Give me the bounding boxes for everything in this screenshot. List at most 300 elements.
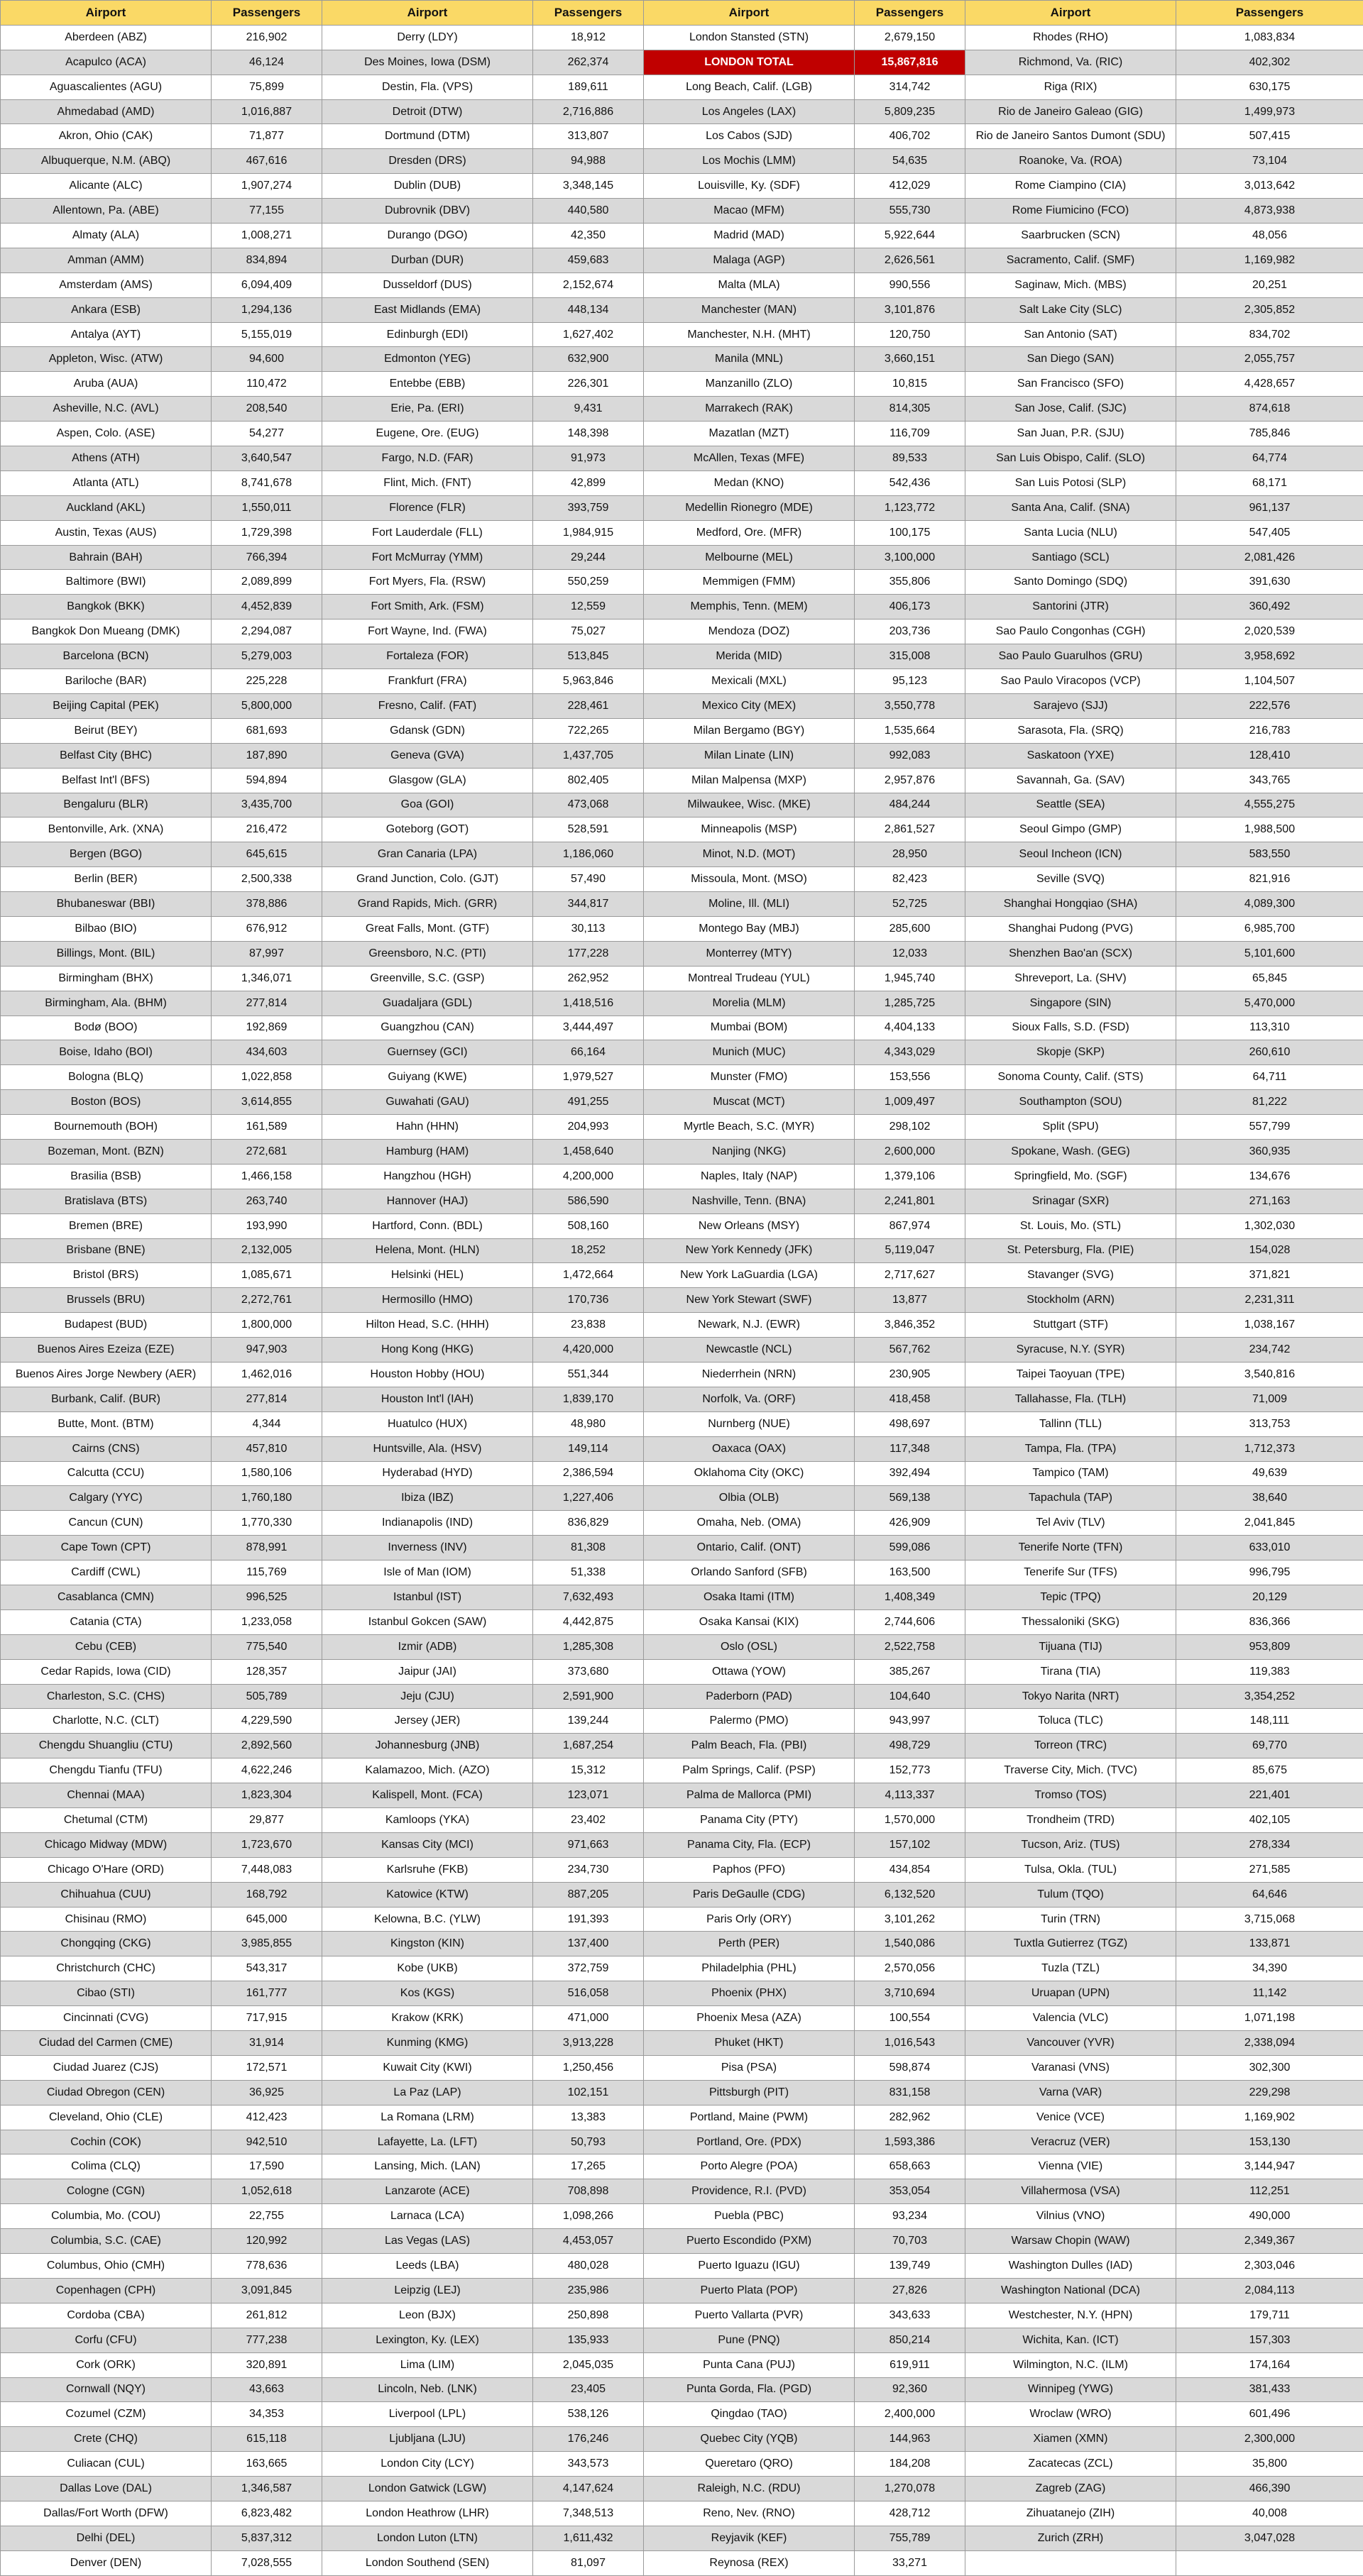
- passenger-count-cell: 598,874: [855, 2056, 965, 2081]
- passenger-count-cell: 3,100,000: [855, 546, 965, 571]
- airport-name-cell: Fresno, Calif. (FAT): [322, 694, 533, 719]
- passenger-count-cell: 3,354,252: [1176, 1685, 1363, 1710]
- airport-name-cell: Atlanta (ATL): [1, 471, 212, 496]
- airport-name-cell: Mazatlan (MZT): [644, 422, 855, 446]
- passenger-count-cell: 942,510: [212, 2130, 322, 2155]
- passenger-count-cell: 428,712: [855, 2501, 965, 2526]
- passenger-count-cell: 272,681: [212, 1140, 322, 1165]
- airport-name-cell: Torreon (TRC): [965, 1734, 1176, 1758]
- passenger-count-cell: 381,433: [1176, 2378, 1363, 2403]
- passenger-count-cell: 490,000: [1176, 2204, 1363, 2229]
- passenger-count-cell: 836,366: [1176, 1610, 1363, 1635]
- airport-name-cell: Fort Wayne, Ind. (FWA): [322, 620, 533, 644]
- airport-name-cell: Larnaca (LCA): [322, 2204, 533, 2229]
- airport-name-cell: Pune (PNQ): [644, 2328, 855, 2353]
- passenger-count-cell: 2,084,113: [1176, 2279, 1363, 2303]
- passenger-count-cell: 543,317: [212, 1956, 322, 1981]
- airport-name-cell: Johannesburg (JNB): [322, 1734, 533, 1758]
- airport-name-cell: Cape Town (CPT): [1, 1536, 212, 1561]
- airport-name-cell: Roanoke, Va. (ROA): [965, 149, 1176, 174]
- airport-name-cell: Athens (ATH): [1, 446, 212, 471]
- airport-name-cell: Mexico City (MEX): [644, 694, 855, 719]
- passenger-count-cell: 1,408,349: [855, 1585, 965, 1610]
- airport-name-cell: Tijuana (TIJ): [965, 1635, 1176, 1660]
- passenger-count-cell: 2,152,674: [533, 273, 644, 298]
- passenger-count-cell: 2,303,046: [1176, 2254, 1363, 2279]
- airport-name-cell: Lafayette, La. (LFT): [322, 2130, 533, 2155]
- passenger-count-cell: 2,744,606: [855, 1610, 965, 1635]
- airport-name-cell: Calcutta (CCU): [1, 1462, 212, 1487]
- passenger-count-cell: 20,129: [1176, 1585, 1363, 1610]
- passenger-count-cell: 1,627,402: [533, 323, 644, 348]
- passenger-count-cell: 23,402: [533, 1808, 644, 1833]
- passenger-count-cell: 343,573: [533, 2452, 644, 2477]
- airport-name-cell: Geneva (GVA): [322, 744, 533, 769]
- airport-name-cell: Saarbrucken (SCN): [965, 224, 1176, 248]
- airport-name-cell: Sonoma County, Calif. (STS): [965, 1065, 1176, 1090]
- airport-name-cell: Srinagar (SXR): [965, 1189, 1176, 1214]
- airport-name-cell: Buenos Aires Jorge Newbery (AER): [1, 1363, 212, 1387]
- passenger-count-cell: 191,393: [533, 1908, 644, 1932]
- airport-name-cell: Mexicali (MXL): [644, 669, 855, 694]
- passenger-count-cell: 2,522,758: [855, 1635, 965, 1660]
- airport-name-cell: Chihuahua (CUU): [1, 1883, 212, 1908]
- airport-name-cell: Fort Smith, Ark. (FSM): [322, 595, 533, 620]
- passenger-count-cell: 1,083,834: [1176, 26, 1363, 50]
- airport-name-cell: Seoul Gimpo (GMP): [965, 818, 1176, 842]
- airport-name-cell: Kunming (KMG): [322, 2031, 533, 2056]
- passenger-count-cell: 117,348: [855, 1437, 965, 1462]
- passenger-count-cell: 2,241,801: [855, 1189, 965, 1214]
- passenger-count-cell: 3,985,855: [212, 1932, 322, 1956]
- airport-name-cell: Huatulco (HUX): [322, 1412, 533, 1437]
- airport-name-cell: Ibiza (IBZ): [322, 1486, 533, 1511]
- airport-name-cell: Dusseldorf (DUS): [322, 273, 533, 298]
- airport-name-cell: Santorini (JTR): [965, 595, 1176, 620]
- passenger-count-cell: 81,097: [533, 2551, 644, 2576]
- airport-name-cell: Hangzhou (HGH): [322, 1165, 533, 1189]
- passenger-count-cell: 1,499,973: [1176, 100, 1363, 125]
- passenger-count-cell: 29,877: [212, 1808, 322, 1833]
- airport-name-cell: Boston (BOS): [1, 1090, 212, 1115]
- passenger-count-cell: 2,717,627: [855, 1263, 965, 1288]
- airport-name-cell: Tapachula (TAP): [965, 1486, 1176, 1511]
- passenger-count-cell: 2,089,899: [212, 570, 322, 595]
- passenger-count-cell: 57,490: [533, 867, 644, 892]
- passenger-count-cell: 4,420,000: [533, 1338, 644, 1363]
- airport-name-cell: Paris Orly (ORY): [644, 1908, 855, 1932]
- airport-name-cell: Kuwait City (KWI): [322, 2056, 533, 2081]
- passenger-count-cell: 139,244: [533, 1709, 644, 1734]
- passenger-count-cell: 2,679,150: [855, 26, 965, 50]
- passenger-count-cell: 263,740: [212, 1189, 322, 1214]
- airport-name-cell: Albuquerque, N.M. (ABQ): [1, 149, 212, 174]
- airport-name-cell: Cordoba (CBA): [1, 2303, 212, 2328]
- passenger-count-cell: 68,171: [1176, 471, 1363, 496]
- passenger-count-cell: 163,665: [212, 2452, 322, 2477]
- passenger-count-cell: 1,729,398: [212, 521, 322, 546]
- passenger-count-cell: 599,086: [855, 1536, 965, 1561]
- airport-name-cell: San Francisco (SFO): [965, 372, 1176, 397]
- passenger-count-cell: 278,334: [1176, 1833, 1363, 1858]
- passenger-count-cell: 1,233,058: [212, 1610, 322, 1635]
- passenger-count-cell: 2,591,900: [533, 1685, 644, 1710]
- airport-name-cell: Milan Bergamo (BGY): [644, 719, 855, 744]
- airport-name-cell: Providence, R.I. (PVD): [644, 2179, 855, 2204]
- passenger-count-cell: 1,550,011: [212, 496, 322, 521]
- airport-name-cell: Santa Ana, Calif. (SNA): [965, 496, 1176, 521]
- airport-name-cell: Houston Int'l (IAH): [322, 1387, 533, 1412]
- airport-name-cell: Billings, Mont. (BIL): [1, 942, 212, 967]
- passenger-count-cell: 569,138: [855, 1486, 965, 1511]
- passenger-count-cell: 161,777: [212, 1981, 322, 2006]
- airport-name-cell: Durango (DGO): [322, 224, 533, 248]
- passenger-count-cell: 1,302,030: [1176, 1214, 1363, 1239]
- passenger-count-cell: 360,935: [1176, 1140, 1363, 1165]
- passenger-count-cell: 507,415: [1176, 124, 1363, 149]
- airport-name-cell: Istanbul (IST): [322, 1585, 533, 1610]
- passenger-count-cell: 46,124: [212, 50, 322, 75]
- passenger-count-cell: 277,814: [212, 991, 322, 1016]
- airport-name-cell: East Midlands (EMA): [322, 298, 533, 323]
- passenger-count-cell: 28,950: [855, 842, 965, 867]
- airport-name-cell: Milan Malpensa (MXP): [644, 769, 855, 793]
- passenger-count-cell: 12,559: [533, 595, 644, 620]
- passenger-count-cell: 3,913,228: [533, 2031, 644, 2056]
- airport-name-cell: San Diego (SAN): [965, 347, 1176, 372]
- airport-name-cell: Derry (LDY): [322, 26, 533, 50]
- passenger-count-cell: 3,640,547: [212, 446, 322, 471]
- passenger-count-cell: 7,632,493: [533, 1585, 644, 1610]
- passenger-count-cell: 177,228: [533, 942, 644, 967]
- passenger-count-cell: 34,390: [1176, 1956, 1363, 1981]
- passenger-count-cell: 5,155,019: [212, 323, 322, 348]
- airport-name-cell: Guernsey (GCI): [322, 1040, 533, 1065]
- passenger-count-cell: 1,085,671: [212, 1263, 322, 1288]
- airport-name-cell: Fargo, N.D. (FAR): [322, 446, 533, 471]
- airport-name-cell: Villahermosa (VSA): [965, 2179, 1176, 2204]
- passenger-count-cell: 7,348,513: [533, 2501, 644, 2526]
- passenger-count-cell: 1,839,170: [533, 1387, 644, 1412]
- airport-name-cell: Puebla (PBC): [644, 2204, 855, 2229]
- airport-name-cell: Brussels (BRU): [1, 1288, 212, 1313]
- airport-name-cell: Missoula, Mont. (MSO): [644, 867, 855, 892]
- passenger-count-cell: 64,774: [1176, 446, 1363, 471]
- passenger-count-cell: 5,837,312: [212, 2526, 322, 2551]
- passenger-count-cell: 645,000: [212, 1908, 322, 1932]
- airport-name-cell: Qingdao (TAO): [644, 2402, 855, 2427]
- passenger-count-cell: 4,147,624: [533, 2477, 644, 2501]
- passenger-count-cell: 874,618: [1176, 397, 1363, 422]
- airport-name-cell: Panama City (PTY): [644, 1808, 855, 1833]
- airport-name-cell: Cardiff (CWL): [1, 1561, 212, 1585]
- passenger-count-cell: 1,285,725: [855, 991, 965, 1016]
- airport-name-cell: Bhubaneswar (BBI): [1, 892, 212, 917]
- passenger-count-cell: 4,873,938: [1176, 199, 1363, 224]
- airport-name-cell: Louisville, Ky. (SDF): [644, 174, 855, 199]
- col-header-passengers-3: Passengers: [855, 1, 965, 26]
- passenger-count-cell: 775,540: [212, 1635, 322, 1660]
- airport-name-cell: Belfast Int'l (BFS): [1, 769, 212, 793]
- airport-name-cell: Bremen (BRE): [1, 1214, 212, 1239]
- passenger-count-cell: 619,911: [855, 2353, 965, 2378]
- airport-name-cell: Bournemouth (BOH): [1, 1115, 212, 1140]
- passenger-count-cell: 81,222: [1176, 1090, 1363, 1115]
- airport-name-cell: La Romana (LRM): [322, 2106, 533, 2130]
- airport-name-cell: Chicago Midway (MDW): [1, 1833, 212, 1858]
- passenger-count-cell: 594,894: [212, 769, 322, 793]
- airport-name-cell: Dublin (DUB): [322, 174, 533, 199]
- passenger-count-cell: 230,905: [855, 1363, 965, 1387]
- passenger-count-cell: 2,045,035: [533, 2353, 644, 2378]
- airport-name-cell: Krakow (KRK): [322, 2006, 533, 2031]
- passenger-count-cell: 448,134: [533, 298, 644, 323]
- airport-name-cell: Wichita, Kan. (ICT): [965, 2328, 1176, 2353]
- passenger-count-cell: 8,741,678: [212, 471, 322, 496]
- passenger-count-cell: 466,390: [1176, 2477, 1363, 2501]
- airport-name-cell: Omaha, Neb. (OMA): [644, 1511, 855, 1536]
- airport-name-cell: Goteborg (GOT): [322, 818, 533, 842]
- airport-name-cell: Hermosillo (HMO): [322, 1288, 533, 1313]
- passenger-count-cell: 94,988: [533, 149, 644, 174]
- passenger-count-cell: 6,132,520: [855, 1883, 965, 1908]
- passenger-count-cell: 313,753: [1176, 1412, 1363, 1437]
- airport-name-cell: Newcastle (NCL): [644, 1338, 855, 1363]
- airport-name-cell: Columbus, Ohio (CMH): [1, 2254, 212, 2279]
- passenger-count-cell: 35,800: [1176, 2452, 1363, 2477]
- passenger-count-cell: 148,111: [1176, 1709, 1363, 1734]
- passenger-count-cell: 3,444,497: [533, 1016, 644, 1041]
- airport-name-cell: Lanzarote (ACE): [322, 2179, 533, 2204]
- passenger-count-cell: 13,877: [855, 1288, 965, 1313]
- airport-name-cell: Brisbane (BNE): [1, 1239, 212, 1264]
- airport-name-cell: Hyderabad (HYD): [322, 1462, 533, 1487]
- passenger-count-cell: 119,383: [1176, 1660, 1363, 1685]
- airport-name-cell: Zagreb (ZAG): [965, 2477, 1176, 2501]
- passenger-count-cell: 234,730: [533, 1858, 644, 1883]
- airport-name-cell: Goa (GOI): [322, 793, 533, 818]
- airport-name-cell: Kamloops (YKA): [322, 1808, 533, 1833]
- passenger-count-cell: 261,812: [212, 2303, 322, 2328]
- airport-name-cell: Palma de Mallorca (PMI): [644, 1783, 855, 1808]
- airport-name-cell: Malta (MLA): [644, 273, 855, 298]
- passenger-count-cell: 867,974: [855, 1214, 965, 1239]
- passenger-count-cell: 645,615: [212, 842, 322, 867]
- airport-name-cell: Valencia (VLC): [965, 2006, 1176, 2031]
- passenger-count-cell: 4,113,337: [855, 1783, 965, 1808]
- airport-name-cell: Birmingham (BHX): [1, 967, 212, 991]
- passenger-count-cell: 601,496: [1176, 2402, 1363, 2427]
- passenger-count-cell: 54,635: [855, 149, 965, 174]
- airport-name-cell: Stuttgart (STF): [965, 1313, 1176, 1338]
- passenger-count-cell: 302,300: [1176, 2056, 1363, 2081]
- passenger-count-cell: 1,016,887: [212, 100, 322, 125]
- passenger-count-cell: 498,697: [855, 1412, 965, 1437]
- airport-name-cell: Ciudad del Carmen (CME): [1, 2031, 212, 2056]
- passenger-count-cell: 9,431: [533, 397, 644, 422]
- airport-name-cell: Houston Hobby (HOU): [322, 1363, 533, 1387]
- passenger-count-cell: 102,151: [533, 2081, 644, 2106]
- passenger-count-cell: 3,101,262: [855, 1908, 965, 1932]
- passenger-count-cell: 36,925: [212, 2081, 322, 2106]
- passenger-count-cell: 676,912: [212, 917, 322, 942]
- airport-name-cell: Chengdu Shuangliu (CTU): [1, 1734, 212, 1758]
- airport-name-cell: Mumbai (BOM): [644, 1016, 855, 1041]
- airport-name-cell: Butte, Mont. (BTM): [1, 1412, 212, 1437]
- airport-name-cell: St. Petersburg, Fla. (PIE): [965, 1239, 1176, 1264]
- airport-name-cell: Sioux Falls, S.D. (FSD): [965, 1016, 1176, 1041]
- passenger-count-cell: 821,916: [1176, 867, 1363, 892]
- passenger-count-cell: 1,418,516: [533, 991, 644, 1016]
- passenger-count-cell: 440,580: [533, 199, 644, 224]
- passenger-count-cell: 1,580,106: [212, 1462, 322, 1487]
- airport-name-cell: Munich (MUC): [644, 1040, 855, 1065]
- passenger-count-cell: 480,028: [533, 2254, 644, 2279]
- airport-name-cell: Split (SPU): [965, 1115, 1176, 1140]
- airport-name-cell: Memmigen (FMM): [644, 570, 855, 595]
- airport-name-cell: Cleveland, Ohio (CLE): [1, 2106, 212, 2130]
- passenger-count-cell: 755,789: [855, 2526, 965, 2551]
- passenger-count-cell: 137,400: [533, 1932, 644, 1956]
- passenger-count-cell: 1,071,198: [1176, 2006, 1363, 2031]
- passenger-count-cell: 93,234: [855, 2204, 965, 2229]
- airport-name-cell: Baltimore (BWI): [1, 570, 212, 595]
- airport-name-cell: Macao (MFM): [644, 199, 855, 224]
- passenger-count-cell: 64,711: [1176, 1065, 1363, 1090]
- passenger-count-cell: 17,265: [533, 2154, 644, 2179]
- passenger-count-cell: 4,622,246: [212, 1758, 322, 1783]
- passenger-count-cell: 17,590: [212, 2154, 322, 2179]
- airport-name-cell: Tucson, Ariz. (TUS): [965, 1833, 1176, 1858]
- passenger-count-cell: 831,158: [855, 2081, 965, 2106]
- airport-name-cell: Zurich (ZRH): [965, 2526, 1176, 2551]
- airport-name-cell: Naples, Italy (NAP): [644, 1165, 855, 1189]
- airport-name-cell: Saskatoon (YXE): [965, 744, 1176, 769]
- passenger-count-cell: 3,550,778: [855, 694, 965, 719]
- passenger-count-cell: 459,683: [533, 248, 644, 273]
- passenger-count-cell: 1,466,158: [212, 1165, 322, 1189]
- airport-name-cell: London Stansted (STN): [644, 26, 855, 50]
- passenger-count-cell: 6,094,409: [212, 273, 322, 298]
- airport-name-cell: St. Louis, Mo. (STL): [965, 1214, 1176, 1239]
- airport-name-cell: Catania (CTA): [1, 1610, 212, 1635]
- passenger-count-cell: 4,453,057: [533, 2229, 644, 2254]
- passenger-count-cell: 123,071: [533, 1783, 644, 1808]
- passenger-count-cell: 473,068: [533, 793, 644, 818]
- airport-name-cell: Medford, Ore. (MFR): [644, 521, 855, 546]
- passenger-count-cell: 115,769: [212, 1561, 322, 1585]
- passenger-count-cell: 498,729: [855, 1734, 965, 1758]
- passenger-count-cell: 128,357: [212, 1660, 322, 1685]
- passenger-count-cell: 3,091,845: [212, 2279, 322, 2303]
- passenger-count-cell: 878,991: [212, 1536, 322, 1561]
- passenger-count-cell: 3,660,151: [855, 347, 965, 372]
- passenger-count-cell: 1,104,507: [1176, 669, 1363, 694]
- passenger-count-cell: 89,533: [855, 446, 965, 471]
- airport-name-cell: Gdansk (GDN): [322, 719, 533, 744]
- airport-name-cell: Rhodes (RHO): [965, 26, 1176, 50]
- passenger-count-cell: 15,312: [533, 1758, 644, 1783]
- passenger-count-cell: 7,448,083: [212, 1858, 322, 1883]
- airport-name-cell: Fort Lauderdale (FLL): [322, 521, 533, 546]
- airport-name-cell: Colima (CLQ): [1, 2154, 212, 2179]
- airport-name-cell: Nashville, Tenn. (BNA): [644, 1189, 855, 1214]
- passenger-count-cell: 353,054: [855, 2179, 965, 2204]
- airport-name-cell: Ahmedabad (AMD): [1, 100, 212, 125]
- passenger-count-cell: 777,238: [212, 2328, 322, 2353]
- airport-name-cell: Bariloche (BAR): [1, 669, 212, 694]
- passenger-count-cell: 271,163: [1176, 1189, 1363, 1214]
- airport-name-cell: Cairns (CNS): [1, 1437, 212, 1462]
- passenger-count-cell: 15,867,816: [855, 50, 965, 75]
- airport-name-cell: Los Mochis (LMM): [644, 149, 855, 174]
- passenger-count-cell: 1,169,982: [1176, 248, 1363, 273]
- passenger-count-cell: 3,348,145: [533, 174, 644, 199]
- airport-name-cell: Washington Dulles (IAD): [965, 2254, 1176, 2279]
- passenger-count-cell: 681,693: [212, 719, 322, 744]
- airport-name-cell: Perth (PER): [644, 1932, 855, 1956]
- airport-name-cell: Cornwall (NQY): [1, 2378, 212, 2403]
- airport-name-cell: Milwaukee, Wisc. (MKE): [644, 793, 855, 818]
- airport-name-cell: Liverpool (LPL): [322, 2402, 533, 2427]
- airport-name-cell: Merida (MID): [644, 644, 855, 669]
- airport-name-cell: Reyjavik (KEF): [644, 2526, 855, 2551]
- passenger-count-cell: 3,614,855: [212, 1090, 322, 1115]
- passenger-count-cell: 184,208: [855, 2452, 965, 2477]
- airport-name-cell: Austin, Texas (AUS): [1, 521, 212, 546]
- airport-name-cell: Wroclaw (WRO): [965, 2402, 1176, 2427]
- passenger-count-cell: 260,610: [1176, 1040, 1363, 1065]
- airport-name-cell: Boise, Idaho (BOI): [1, 1040, 212, 1065]
- passenger-count-cell: 66,164: [533, 1040, 644, 1065]
- passenger-count-cell: 550,259: [533, 570, 644, 595]
- passenger-count-cell: 426,909: [855, 1511, 965, 1536]
- airport-name-cell: Bilbao (BIO): [1, 917, 212, 942]
- airport-name-cell: Lansing, Mich. (LAN): [322, 2154, 533, 2179]
- airport-name-cell: Olbia (OLB): [644, 1486, 855, 1511]
- passenger-count-cell: 1,437,705: [533, 744, 644, 769]
- airport-name-cell: Seattle (SEA): [965, 793, 1176, 818]
- airport-name-cell: Hahn (HHN): [322, 1115, 533, 1140]
- airport-name-cell: Bangkok Don Mueang (DMK): [1, 620, 212, 644]
- passenger-count-cell: 1,294,136: [212, 298, 322, 323]
- airport-name-cell: Ciudad Juarez (CJS): [1, 2056, 212, 2081]
- airport-name-cell: Venice (VCE): [965, 2106, 1176, 2130]
- airport-name-cell: Dallas/Fort Worth (DFW): [1, 2501, 212, 2526]
- passenger-count-cell: 81,308: [533, 1536, 644, 1561]
- passenger-count-cell: 778,636: [212, 2254, 322, 2279]
- passenger-count-cell: 3,435,700: [212, 793, 322, 818]
- airport-name-cell: Eugene, Ore. (EUG): [322, 422, 533, 446]
- passenger-count-cell: 1,038,167: [1176, 1313, 1363, 1338]
- passenger-count-cell: 947,903: [212, 1338, 322, 1363]
- passenger-count-cell: 402,105: [1176, 1808, 1363, 1833]
- airport-name-cell: San Luis Potosi (SLP): [965, 471, 1176, 496]
- airport-name-cell: Cancun (CUN): [1, 1511, 212, 1536]
- airport-name-cell: Sarajevo (SJJ): [965, 694, 1176, 719]
- passenger-count-cell: 23,405: [533, 2378, 644, 2403]
- airport-name-cell: Inverness (INV): [322, 1536, 533, 1561]
- passenger-count-cell: 1,540,086: [855, 1932, 965, 1956]
- airport-name-cell: Istanbul Gokcen (SAW): [322, 1610, 533, 1635]
- airport-name-cell: Spokane, Wash. (GEG): [965, 1140, 1176, 1165]
- passenger-count-cell: 13,383: [533, 2106, 644, 2130]
- passenger-count-cell: 4,229,590: [212, 1709, 322, 1734]
- passenger-count-cell: 128,410: [1176, 744, 1363, 769]
- airport-name-cell: San Luis Obispo, Calif. (SLO): [965, 446, 1176, 471]
- airport-name-cell: Palm Beach, Fla. (PBI): [644, 1734, 855, 1758]
- airport-name-cell: Reynosa (REX): [644, 2551, 855, 2576]
